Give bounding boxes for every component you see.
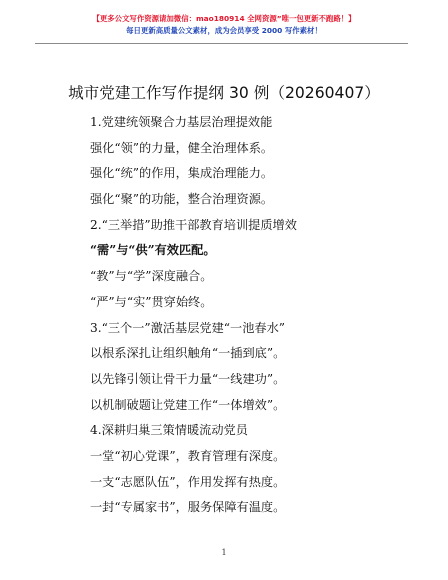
section-3-point-3: 以机制破题让党建工作“一体增效”。 (90, 397, 286, 412)
section-2-point-3: “严”与“实”贯穿始终。 (90, 294, 213, 309)
section-3-point-1: 以根系深扎让组织触角“一插到底”。 (90, 346, 286, 361)
section-heading-3: 3.“三个一”激活基层党建“一池春水” (90, 320, 285, 335)
section-heading-4: 4.深耕归巢三策情暖流动党员 (90, 423, 248, 438)
section-1-point-1: 强化“领”的力量，健全治理体系。 (90, 140, 274, 155)
section-2-point-2: “教”与“学”深度融合。 (90, 269, 213, 284)
section-heading-1: 1.党建统领聚合力基层治理提效能 (90, 115, 273, 129)
document-body (90, 110, 410, 521)
section-3-point-2: 以先锋引领让骨干力量“一线建功”。 (90, 371, 286, 386)
section-2-point-1: “需”与“供”有效匹配。 (90, 243, 216, 258)
section-heading-2: 2.“三举措”助推干部教育培训提质增效 (90, 217, 297, 232)
section-1-point-3: 强化“聚”的功能，整合治理资源。 (90, 192, 274, 207)
promo-line-secondary: 每日更新高质量公文素材，成为会员享受 2000 写作素材！ (126, 26, 322, 35)
section-4-point-3: 一封“专属家书”，服务保障有温度。 (90, 500, 286, 515)
promo-line-primary: 【更多公文写作资源请加微信：mao180914 全网资源”唯一包更新不跑路！】 (92, 14, 356, 23)
header-divider (35, 43, 408, 44)
section-1-point-2: 强化“统”的作用，集成治理能力。 (90, 166, 274, 181)
document-title: 城市党建工作写作提纲 30 例（20260407） (68, 84, 380, 102)
promo-header (0, 13, 448, 37)
section-4-point-2: 一支“志愿队伍”，作用发挥有热度。 (90, 474, 286, 489)
section-4-point-1: 一堂“初心党课”，教育管理有深度。 (90, 448, 286, 463)
page-number: 1 (221, 548, 227, 557)
